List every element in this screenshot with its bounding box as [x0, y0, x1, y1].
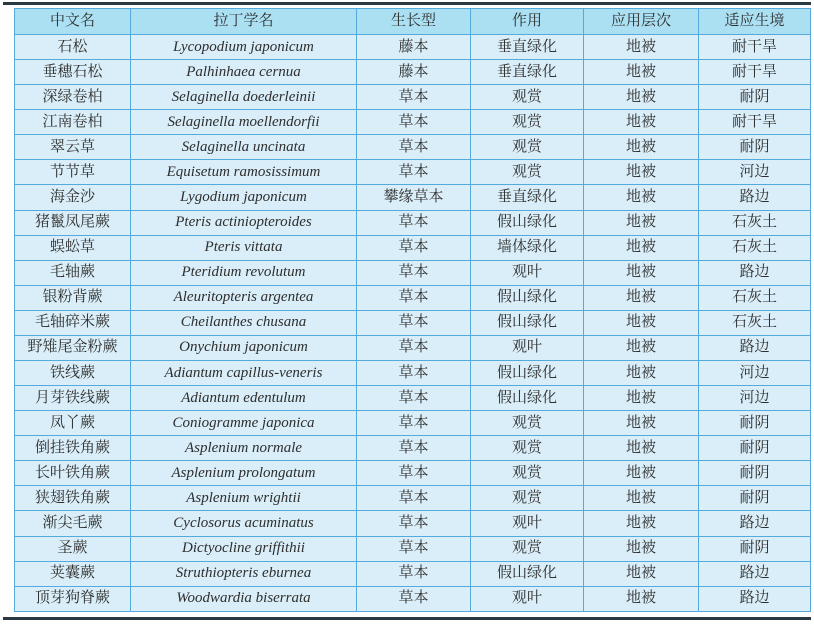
cell-growth-type: 草本 [357, 160, 471, 185]
cell-chinese-name: 江南卷柏 [15, 110, 131, 135]
cell-function: 垂直绿化 [471, 185, 584, 210]
column-header-habitat: 适应生境 [699, 9, 811, 35]
cell-application-layer: 地被 [584, 411, 699, 436]
table-row [15, 386, 811, 411]
table-row [15, 586, 811, 611]
cell-growth-type: 攀缘草本 [357, 185, 471, 210]
table-row [15, 486, 811, 511]
table-row [15, 561, 811, 586]
cell-chinese-name: 月芽铁线蕨 [15, 386, 131, 411]
cell-habitat: 石灰土 [699, 235, 811, 260]
cell-chinese-name: 毛轴蕨 [15, 260, 131, 285]
cell-function: 观赏 [471, 461, 584, 486]
cell-latin-name: Cyclosorus acuminatus [131, 511, 357, 536]
table-row [15, 285, 811, 310]
cell-function: 观赏 [471, 411, 584, 436]
cell-growth-type: 草本 [357, 210, 471, 235]
cell-latin-name: Selaginella doederleinii [131, 85, 357, 110]
cell-function: 观叶 [471, 260, 584, 285]
column-header-application-layer: 应用层次 [584, 9, 699, 35]
cell-application-layer: 地被 [584, 561, 699, 586]
cell-growth-type: 草本 [357, 411, 471, 436]
cell-habitat: 耐阴 [699, 486, 811, 511]
cell-habitat: 路边 [699, 335, 811, 360]
column-header-growth-type: 生长型 [357, 9, 471, 35]
cell-application-layer: 地被 [584, 85, 699, 110]
cell-latin-name: Pteris actiniopteroides [131, 210, 357, 235]
cell-habitat: 耐阴 [699, 411, 811, 436]
cell-latin-name: Lycopodium japonicum [131, 35, 357, 60]
cell-application-layer: 地被 [584, 511, 699, 536]
cell-growth-type: 藤本 [357, 60, 471, 85]
cell-latin-name: Palhinhaea cernua [131, 60, 357, 85]
cell-habitat: 耐干旱 [699, 35, 811, 60]
cell-growth-type: 草本 [357, 586, 471, 611]
cell-application-layer: 地被 [584, 60, 699, 85]
cell-chinese-name: 长叶铁角蕨 [15, 461, 131, 486]
cell-habitat: 耐阴 [699, 436, 811, 461]
table-row [15, 185, 811, 210]
cell-function: 垂直绿化 [471, 35, 584, 60]
cell-chinese-name: 猪鬣凤尾蕨 [15, 210, 131, 235]
cell-chinese-name: 野雉尾金粉蕨 [15, 335, 131, 360]
cell-latin-name: Cheilanthes chusana [131, 310, 357, 335]
cell-growth-type: 草本 [357, 561, 471, 586]
cell-chinese-name: 节节草 [15, 160, 131, 185]
cell-habitat: 耐阴 [699, 536, 811, 561]
cell-function: 观赏 [471, 110, 584, 135]
cell-application-layer: 地被 [584, 486, 699, 511]
cell-function: 假山绿化 [471, 285, 584, 310]
cell-growth-type: 草本 [357, 285, 471, 310]
top-rule [3, 2, 811, 5]
cell-function: 观赏 [471, 85, 584, 110]
cell-growth-type: 草本 [357, 361, 471, 386]
table-row [15, 235, 811, 260]
cell-function: 观叶 [471, 511, 584, 536]
cell-growth-type: 草本 [357, 511, 471, 536]
cell-application-layer: 地被 [584, 386, 699, 411]
cell-growth-type: 草本 [357, 386, 471, 411]
cell-latin-name: Adiantum capillus-veneris [131, 361, 357, 386]
cell-function: 墙体绿化 [471, 235, 584, 260]
bottom-rule [3, 617, 811, 620]
cell-latin-name: Woodwardia biserrata [131, 586, 357, 611]
table-row [15, 536, 811, 561]
cell-growth-type: 草本 [357, 436, 471, 461]
cell-application-layer: 地被 [584, 35, 699, 60]
cell-function: 观叶 [471, 586, 584, 611]
column-header-function: 作用 [471, 9, 584, 35]
cell-chinese-name: 翠云草 [15, 135, 131, 160]
plant-table [14, 8, 811, 612]
cell-latin-name: Selaginella moellendorfii [131, 110, 357, 135]
cell-latin-name: Equisetum ramosissimum [131, 160, 357, 185]
cell-application-layer: 地被 [584, 536, 699, 561]
cell-habitat: 路边 [699, 260, 811, 285]
cell-chinese-name: 顶芽狗脊蕨 [15, 586, 131, 611]
cell-function: 垂直绿化 [471, 60, 584, 85]
cell-growth-type: 草本 [357, 110, 471, 135]
cell-habitat: 路边 [699, 586, 811, 611]
cell-latin-name: Asplenium normale [131, 436, 357, 461]
cell-growth-type: 草本 [357, 536, 471, 561]
cell-growth-type: 草本 [357, 461, 471, 486]
cell-habitat: 路边 [699, 511, 811, 536]
table-row [15, 411, 811, 436]
cell-chinese-name: 狭翅铁角蕨 [15, 486, 131, 511]
cell-chinese-name: 渐尖毛蕨 [15, 511, 131, 536]
table-row [15, 110, 811, 135]
cell-latin-name: Asplenium wrightii [131, 486, 357, 511]
cell-application-layer: 地被 [584, 260, 699, 285]
cell-growth-type: 草本 [357, 486, 471, 511]
table-row [15, 210, 811, 235]
cell-chinese-name: 银粉背蕨 [15, 285, 131, 310]
cell-application-layer: 地被 [584, 436, 699, 461]
cell-function: 假山绿化 [471, 361, 584, 386]
cell-habitat: 路边 [699, 185, 811, 210]
cell-chinese-name: 荚囊蕨 [15, 561, 131, 586]
table-row [15, 335, 811, 360]
table-row [15, 361, 811, 386]
cell-application-layer: 地被 [584, 235, 699, 260]
cell-chinese-name: 深绿卷柏 [15, 85, 131, 110]
cell-habitat: 耐干旱 [699, 110, 811, 135]
cell-habitat: 耐阴 [699, 85, 811, 110]
table-row [15, 85, 811, 110]
cell-growth-type: 草本 [357, 85, 471, 110]
cell-latin-name: Adiantum edentulum [131, 386, 357, 411]
cell-application-layer: 地被 [584, 160, 699, 185]
table-row [15, 160, 811, 185]
cell-function: 观赏 [471, 486, 584, 511]
cell-growth-type: 草本 [357, 235, 471, 260]
table-row [15, 60, 811, 85]
cell-chinese-name: 倒挂铁角蕨 [15, 436, 131, 461]
cell-chinese-name: 垂穗石松 [15, 60, 131, 85]
cell-function: 观叶 [471, 335, 584, 360]
cell-growth-type: 草本 [357, 135, 471, 160]
cell-chinese-name: 凤丫蕨 [15, 411, 131, 436]
cell-application-layer: 地被 [584, 110, 699, 135]
cell-function: 假山绿化 [471, 310, 584, 335]
cell-latin-name: Pteris vittata [131, 235, 357, 260]
header-row [15, 9, 811, 35]
cell-function: 假山绿化 [471, 210, 584, 235]
cell-chinese-name: 圣蕨 [15, 536, 131, 561]
cell-habitat: 路边 [699, 561, 811, 586]
cell-function: 观赏 [471, 160, 584, 185]
column-header-chinese-name: 中文名 [15, 9, 131, 35]
cell-latin-name: Selaginella uncinata [131, 135, 357, 160]
cell-chinese-name: 铁线蕨 [15, 361, 131, 386]
cell-habitat: 河边 [699, 160, 811, 185]
cell-habitat: 河边 [699, 361, 811, 386]
cell-latin-name: Asplenium prolongatum [131, 461, 357, 486]
cell-latin-name: Dictyocline griffithii [131, 536, 357, 561]
cell-function: 假山绿化 [471, 386, 584, 411]
cell-application-layer: 地被 [584, 361, 699, 386]
cell-function: 观赏 [471, 436, 584, 461]
cell-application-layer: 地被 [584, 285, 699, 310]
cell-habitat: 石灰土 [699, 310, 811, 335]
cell-chinese-name: 石松 [15, 35, 131, 60]
table-row [15, 310, 811, 335]
table-row [15, 436, 811, 461]
cell-habitat: 耐干旱 [699, 60, 811, 85]
cell-habitat: 耐阴 [699, 461, 811, 486]
cell-latin-name: Struthiopteris eburnea [131, 561, 357, 586]
cell-growth-type: 草本 [357, 260, 471, 285]
cell-application-layer: 地被 [584, 185, 699, 210]
cell-latin-name: Lygodium japonicum [131, 185, 357, 210]
table-row [15, 511, 811, 536]
cell-chinese-name: 蜈蚣草 [15, 235, 131, 260]
cell-function: 观赏 [471, 135, 584, 160]
table-body [15, 35, 811, 612]
table-row [15, 35, 811, 60]
cell-function: 假山绿化 [471, 561, 584, 586]
cell-growth-type: 藤本 [357, 35, 471, 60]
cell-habitat: 河边 [699, 386, 811, 411]
cell-application-layer: 地被 [584, 335, 699, 360]
cell-habitat: 耐阴 [699, 135, 811, 160]
cell-application-layer: 地被 [584, 135, 699, 160]
cell-growth-type: 草本 [357, 335, 471, 360]
cell-chinese-name: 海金沙 [15, 185, 131, 210]
cell-chinese-name: 毛轴碎米蕨 [15, 310, 131, 335]
cell-habitat: 石灰土 [699, 210, 811, 235]
cell-latin-name: Aleuritopteris argentea [131, 285, 357, 310]
cell-growth-type: 草本 [357, 310, 471, 335]
cell-latin-name: Pteridium revolutum [131, 260, 357, 285]
table-row [15, 260, 811, 285]
cell-application-layer: 地被 [584, 310, 699, 335]
cell-function: 观赏 [471, 536, 584, 561]
cell-application-layer: 地被 [584, 586, 699, 611]
cell-application-layer: 地被 [584, 210, 699, 235]
column-header-latin-name: 拉丁学名 [131, 9, 357, 35]
cell-latin-name: Onychium japonicum [131, 335, 357, 360]
cell-habitat: 石灰土 [699, 285, 811, 310]
cell-application-layer: 地被 [584, 461, 699, 486]
cell-latin-name: Coniogramme japonica [131, 411, 357, 436]
table-row [15, 135, 811, 160]
table-row [15, 461, 811, 486]
